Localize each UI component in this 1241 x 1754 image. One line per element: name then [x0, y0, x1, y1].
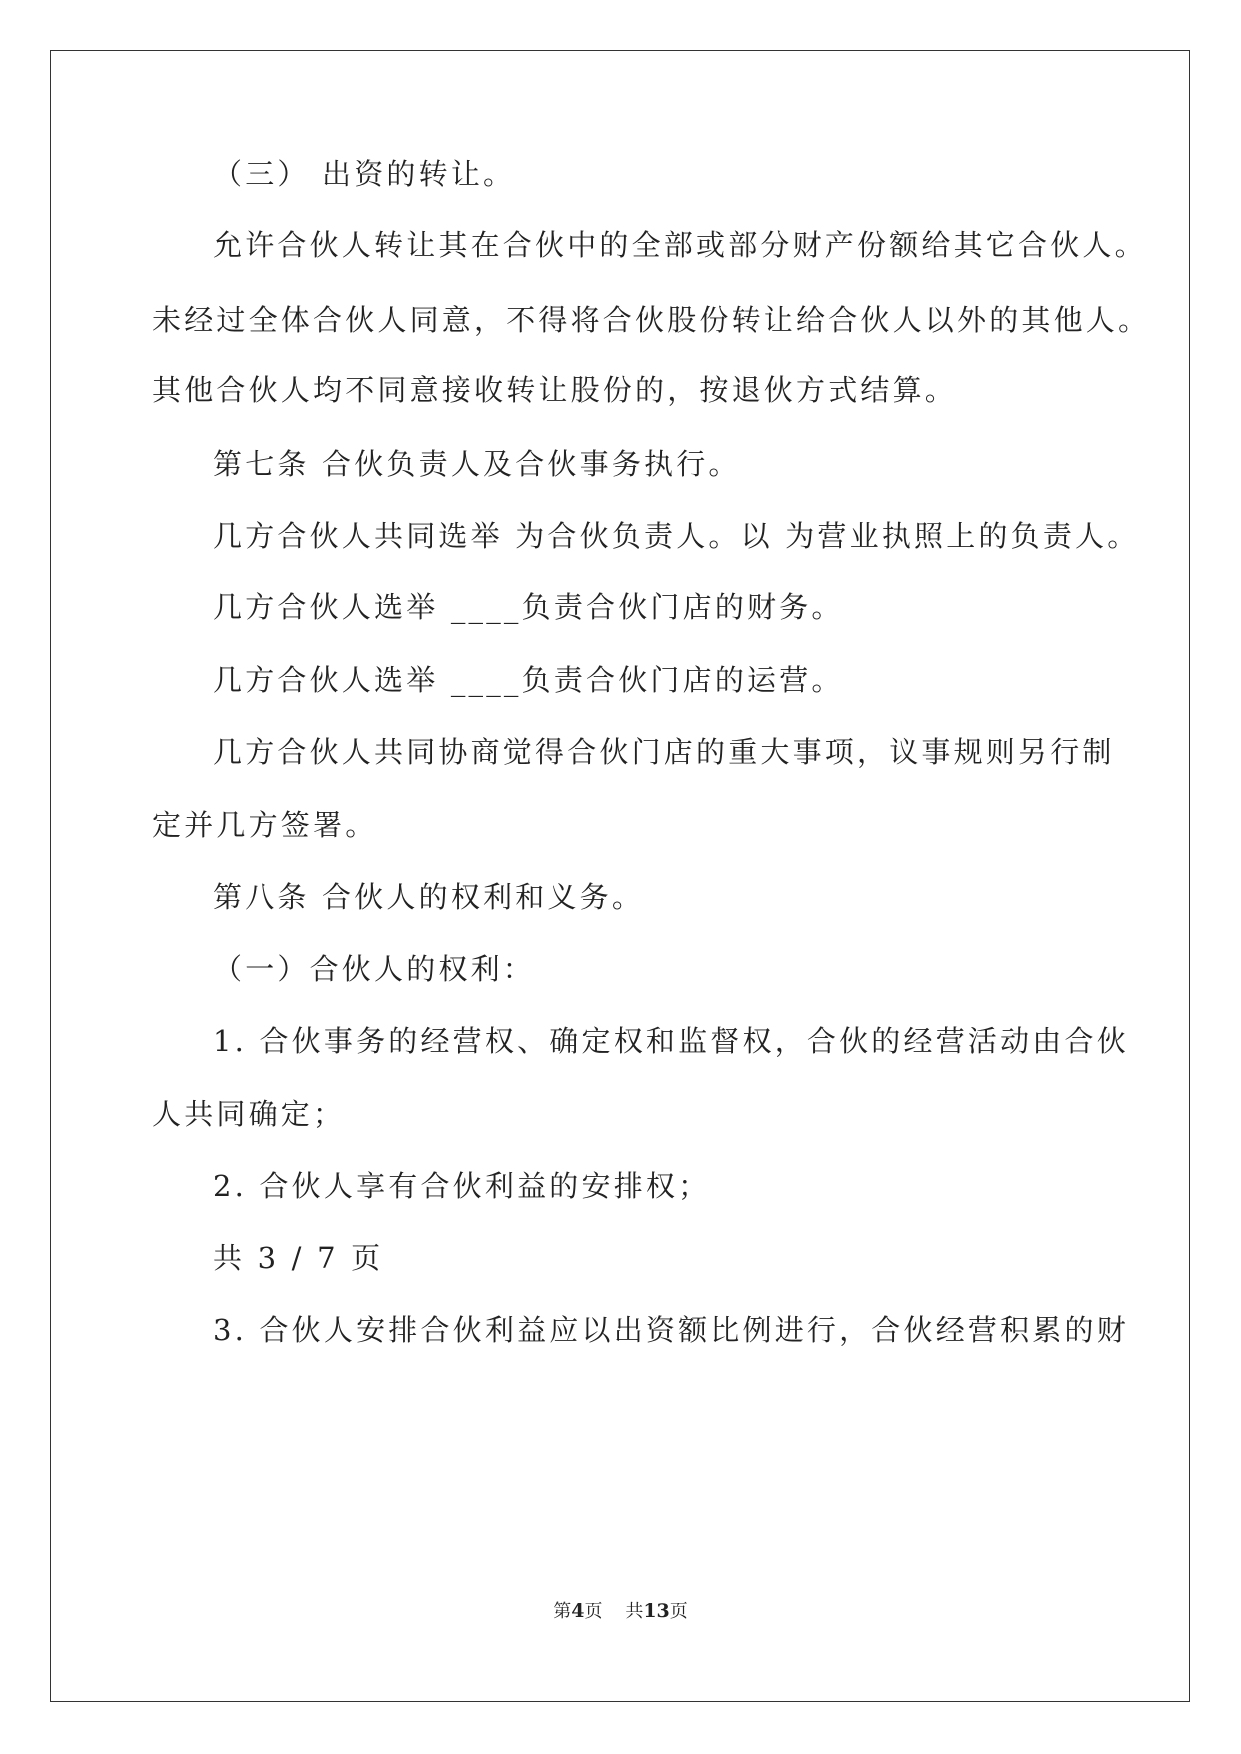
inline-page-marker: 共 3 / 7 页 [213, 1241, 384, 1275]
list-item: 3. 合伙人安排合伙利益应以出资额比例进行，合伙经营积累的财 [213, 1313, 1129, 1347]
footer-total-pages: 13 [643, 1600, 670, 1622]
footer-current-page: 4 [571, 1600, 585, 1622]
list-item: 2. 合伙人享有合伙利益的安排权； [213, 1169, 711, 1203]
body-line: 几方合伙人选举 ____负责合伙门店的运营。 [213, 663, 844, 697]
subsection-heading-rights: （一）合伙人的权利： [213, 952, 536, 986]
section-heading-transfer: （三） 出资的转让。 [213, 157, 516, 191]
body-line: 几方合伙人选举 ____负责合伙门店的财务。 [213, 590, 844, 624]
list-item: 1. 合伙事务的经营权、确定权和监督权，合伙的经营活动由合伙 [213, 1024, 1129, 1058]
page-frame [50, 50, 1190, 1702]
footer-total-unit: 页 [669, 1601, 688, 1622]
footer-total-prefix: 共 [625, 1601, 644, 1622]
body-line: 几方合伙人共同选举 为合伙负责人。以 为营业执照上的负责人。 [213, 519, 1140, 553]
body-line: 其他合伙人均不同意接收转让股份的，按退伙方式结算。 [152, 373, 958, 407]
page-footer [0, 1599, 1241, 1624]
body-line: 未经过全体合伙人同意，不得将合伙股份转让给合伙人以外的其他人。 [152, 303, 1151, 337]
body-line: 允许合伙人转让其在合伙中的全部或部分财产份额给其它合伙人。 [213, 228, 1147, 262]
footer-prefix: 第 [553, 1601, 572, 1622]
body-line: 人共同确定； [152, 1097, 346, 1131]
footer-page-unit: 页 [584, 1601, 603, 1622]
body-line: 定并几方签署。 [152, 808, 378, 842]
article-seven-heading: 第七条 合伙负责人及合伙事务执行。 [213, 447, 741, 481]
article-eight-heading: 第八条 合伙人的权利和义务。 [213, 880, 645, 914]
body-line: 几方合伙人共同协商觉得合伙门店的重大事项，议事规则另行制 [213, 735, 1115, 769]
